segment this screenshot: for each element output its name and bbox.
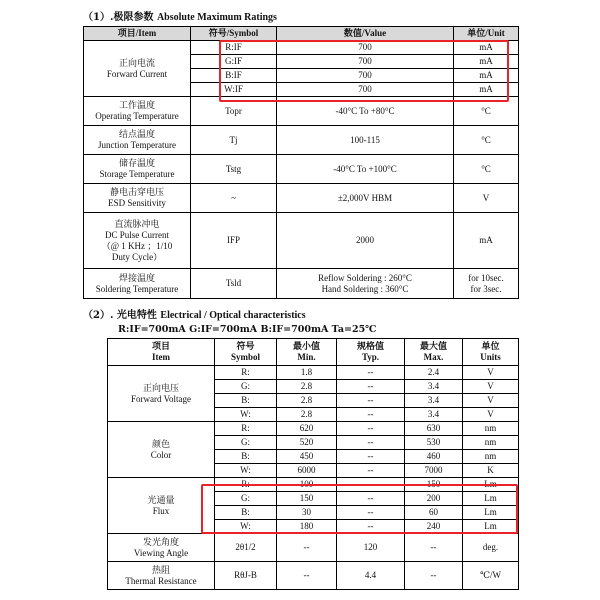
section1-title: （1）.极限参数 Absolute Maximum Ratings (83, 12, 277, 23)
cell-symbol: G: (215, 492, 277, 506)
cell-unit: mA (454, 213, 519, 269)
pulse-item: 直流脉冲电 DC Pulse Current （@ 1 KHz ；1/10 Duty Cycle） (84, 213, 191, 269)
cell-unit: °C (454, 155, 519, 184)
table-row (84, 184, 519, 213)
cell-symbol: ~ (191, 184, 277, 213)
electrical-optical-table (107, 338, 519, 590)
cell-unit: mA (454, 83, 519, 97)
cell-min: 1.8 (277, 366, 337, 380)
cell-unit: Lm (463, 478, 519, 492)
cell-symbol: Tj (191, 126, 277, 155)
cell-symbol: B: (215, 450, 277, 464)
cell-symbol: B:IF (191, 69, 277, 83)
cell-min: 520 (277, 436, 337, 450)
cell-max: 240 (405, 520, 463, 534)
cell-typ: -- (337, 506, 405, 520)
header-symbol: 符号/Symbol (191, 27, 277, 41)
cell-max: 3.4 (405, 380, 463, 394)
cell-typ: -- (337, 436, 405, 450)
cell-value: 2000 (277, 213, 454, 269)
cell-min: 2.8 (277, 394, 337, 408)
cell-max: 460 (405, 450, 463, 464)
cell-symbol: B: (215, 394, 277, 408)
cell-unit: nm (463, 436, 519, 450)
cell-unit: nm (463, 422, 519, 436)
cell-min: 620 (277, 422, 337, 436)
cell-min: 150 (277, 492, 337, 506)
cell-value: 700 (277, 41, 454, 55)
cell-min: -- (277, 534, 337, 562)
cell-typ: -- (337, 492, 405, 506)
cell-max: 150 (405, 478, 463, 492)
cell-symbol: G: (215, 436, 277, 450)
cell-min: 100 (277, 478, 337, 492)
cell-max: 7000 (405, 464, 463, 478)
table-header-row (108, 339, 519, 366)
storage-temp-item: 储存温度 Storage Temperature (84, 155, 191, 184)
cell-unit: Lm (463, 520, 519, 534)
table-row (84, 126, 519, 155)
junction-temp-item: 结点温度 Junction Temperature (84, 126, 191, 155)
cell-symbol: IFP (191, 213, 277, 269)
cell-symbol: G:IF (191, 55, 277, 69)
cell-min: 2.8 (277, 408, 337, 422)
cell-max: 530 (405, 436, 463, 450)
highlight-box-forward-current (219, 40, 509, 102)
table-row (84, 269, 519, 299)
cell-unit: deg. (463, 534, 519, 562)
cell-symbol: W: (215, 520, 277, 534)
cell-symbol: R: (215, 478, 277, 492)
header-units: 单位 Units (463, 339, 519, 366)
cell-symbol: R:IF (191, 41, 277, 55)
cell-max: 3.4 (405, 394, 463, 408)
cell-unit: mA (454, 55, 519, 69)
forward-current-item: 正向电流 Forward Current (84, 41, 191, 97)
cell-typ: -- (337, 366, 405, 380)
cell-value: 100-115 (277, 126, 454, 155)
cell-symbol: W: (215, 464, 277, 478)
table-row (108, 562, 519, 590)
cell-unit: V (463, 394, 519, 408)
cell-unit: mA (454, 69, 519, 83)
cell-typ: -- (337, 450, 405, 464)
flux-item: 光通量 Flux (108, 478, 215, 534)
cell-max: -- (405, 562, 463, 590)
header-min: 最小值 Min. (277, 339, 337, 366)
cell-max: 630 (405, 422, 463, 436)
header-item: 项目 Item (108, 339, 215, 366)
cell-unit: V (463, 408, 519, 422)
cell-symbol: W: (215, 408, 277, 422)
header-value: 数值/Value (277, 27, 454, 41)
cell-symbol: G: (215, 380, 277, 394)
cell-symbol: R: (215, 422, 277, 436)
cell-unit: °C (454, 126, 519, 155)
cell-value: 700 (277, 55, 454, 69)
header-typ: 规格值 Typ. (337, 339, 405, 366)
section2-title: （2）. 光电特性 Electrical / Optical characteristics (83, 310, 306, 321)
table-row (108, 534, 519, 562)
cell-max: -- (405, 534, 463, 562)
viewing-angle-item: 发光角度 Viewing Angle (108, 534, 215, 562)
solder-item: 焊接温度 Soldering Temperature (84, 269, 191, 299)
cell-unit: V (463, 380, 519, 394)
cell-typ: 4.4 (337, 562, 405, 590)
forward-voltage-item: 正向电压 Forward Voltage (108, 366, 215, 422)
table-row (108, 422, 519, 436)
table-header-row (84, 27, 519, 41)
cell-value: ±2,000V HBM (277, 184, 454, 213)
cell-typ: -- (337, 380, 405, 394)
cell-symbol: B: (215, 506, 277, 520)
table-row (84, 155, 519, 184)
cell-value: 700 (277, 83, 454, 97)
cell-unit: nm (463, 450, 519, 464)
table-row (84, 213, 519, 269)
cell-symbol: R: (215, 366, 277, 380)
cell-unit: mA (454, 41, 519, 55)
cell-unit: °C (454, 97, 519, 126)
thermal-item: 热阻 Thermal Resistance (108, 562, 215, 590)
cell-symbol: Topr (191, 97, 277, 126)
cell-symbol: 2θ1/2 (215, 534, 277, 562)
cell-min: 450 (277, 450, 337, 464)
table-row (108, 366, 519, 380)
cell-symbol: RθJ-B (215, 562, 277, 590)
cell-min: -- (277, 562, 337, 590)
cell-value: 700 (277, 69, 454, 83)
cell-unit: Lm (463, 492, 519, 506)
header-unit: 单位/Unit (454, 27, 519, 41)
cell-typ: -- (337, 520, 405, 534)
cell-unit: ℃/W (463, 562, 519, 590)
cell-value: -40°C To +100°C (277, 155, 454, 184)
cell-typ: 120 (337, 534, 405, 562)
cell-symbol: Tstg (191, 155, 277, 184)
highlight-box-flux (201, 484, 518, 534)
opr-temp-item: 工作温度 Operating Temperature (84, 97, 191, 126)
header-item: 项目/Item (84, 27, 191, 41)
cell-min: 2.8 (277, 380, 337, 394)
cell-value: -40°C To +80°C (277, 97, 454, 126)
cell-symbol: Tsld (191, 269, 277, 299)
cell-unit: V (454, 184, 519, 213)
cell-unit: Lm (463, 506, 519, 520)
cell-value: Reflow Soldering : 260°C Hand Soldering : 360°C (277, 269, 454, 299)
cell-min: 180 (277, 520, 337, 534)
test-conditions: R:IF=700mA G:IF=700mA B:IF=700mA Ta=25℃ (118, 324, 377, 335)
header-symbol: 符号 Symbol (215, 339, 277, 366)
esd-item: 静电击穿电压 ESD Sensitivity (84, 184, 191, 213)
cell-max: 3.4 (405, 408, 463, 422)
cell-symbol: W:IF (191, 83, 277, 97)
cell-typ: -- (337, 422, 405, 436)
cell-unit: for 10sec. for 3sec. (454, 269, 519, 299)
cell-min: 30 (277, 506, 337, 520)
cell-typ: -- (337, 464, 405, 478)
cell-typ: -- (337, 478, 405, 492)
header-max: 最大值 Max. (405, 339, 463, 366)
cell-min: 6000 (277, 464, 337, 478)
cell-unit: V (463, 366, 519, 380)
cell-typ: -- (337, 408, 405, 422)
cell-max: 60 (405, 506, 463, 520)
cell-max: 200 (405, 492, 463, 506)
cell-max: 2.4 (405, 366, 463, 380)
cell-typ: -- (337, 394, 405, 408)
cell-unit: K (463, 464, 519, 478)
color-item: 颜色 Color (108, 422, 215, 478)
